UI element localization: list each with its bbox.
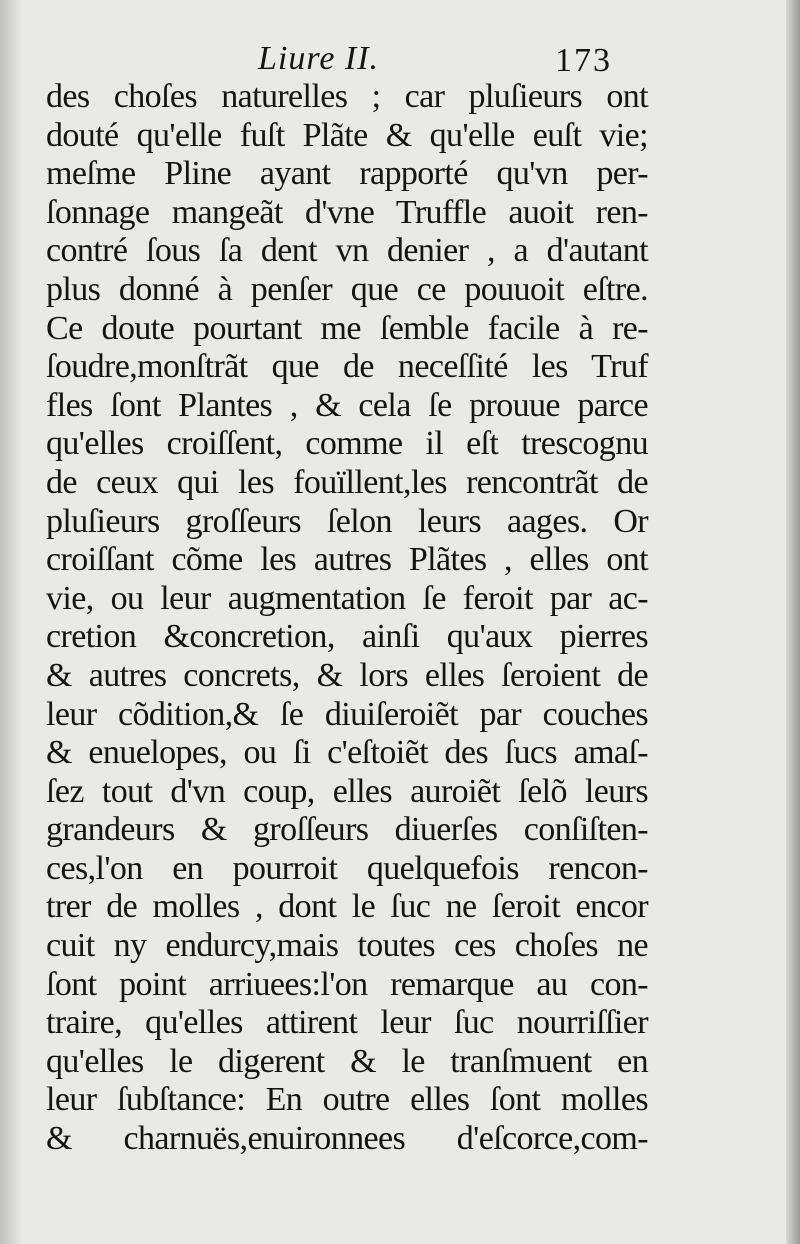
text-line: cuit ny endurcy,mais toutes ces choſes ne <box>46 927 648 965</box>
text-line: ſont point arriuees:l'on remarque au con- <box>46 965 648 1003</box>
text-line: & enuelopes, ou ſi c'eſtoiẽt des ſucs amaſ- <box>46 734 648 772</box>
text-line: contré ſous ſa dent vn denier , a d'autant <box>46 232 648 270</box>
text-line: de ceux qui les fouïllent,les rencontrãt de <box>46 463 648 501</box>
page-number: 173 <box>555 42 612 79</box>
text-line: meſme Pline ayant rapporté qu'vn per- <box>46 155 648 193</box>
text-line: Ce doute pourtant me ſemble facile à re- <box>46 309 648 347</box>
text-line: & charnuës,enuironnees d'eſcorce,com- <box>46 1120 648 1158</box>
text-line: traire, qu'elles attirent leur ſuc nourriſſier <box>46 1004 648 1042</box>
text-line: ſez tout d'vn coup, elles auroiẽt ſelõ leurs <box>46 772 648 810</box>
text-line: trer de molles , dont le ſuc ne ſeroit encor <box>46 888 648 926</box>
text-line: plus donné à penſer que ce pouuoit eſtre. <box>46 270 648 308</box>
text-line: pluſieurs groſſeurs ſelon leurs aages. Or <box>46 502 648 540</box>
running-head: Liure II. <box>258 40 380 77</box>
page-right-edge <box>786 0 800 1244</box>
page-gutter-shadow <box>0 0 22 1244</box>
text-line: des choſes naturelles ; car pluſieurs ont <box>46 78 648 115</box>
text-line: douté qu'elle fuſt Plãte & qu'elle euſt vie; <box>46 116 648 154</box>
text-line: leur ſubſtance: En outre elles ſont molles <box>46 1081 648 1119</box>
text-line: ces,l'on en pourroit quelquefois rencon- <box>46 849 648 887</box>
text-line: grandeurs & groſſeurs diuerſes conſiſten- <box>46 811 648 849</box>
text-line: & autres concrets, & lors elles ſeroient de <box>46 656 648 694</box>
text-line: leur cõdition,& ſe diuiſeroiẽt par couches <box>46 695 648 733</box>
text-line: croiſſant cõme les autres Plãtes , elles ont <box>46 541 648 579</box>
text-line: fles ſont Plantes , & cela ſe prouue parce <box>46 386 648 424</box>
text-line: cretion &concretion, ainſi qu'aux pierres <box>46 618 648 656</box>
text-line: qu'elles croiſſent, comme il eſt trescognu <box>46 425 648 463</box>
text-line: ſoudre,monſtrãt que de neceſſité les Truf <box>46 348 648 386</box>
text-line: vie, ou leur augmentation ſe feroit par ac- <box>46 579 648 617</box>
text-line: qu'elles le digerent & le tranſmuent en <box>46 1042 648 1080</box>
body-text <box>46 78 648 1159</box>
text-line: ſonnage mangeãt d'vne Truffle auoit ren- <box>46 193 648 231</box>
